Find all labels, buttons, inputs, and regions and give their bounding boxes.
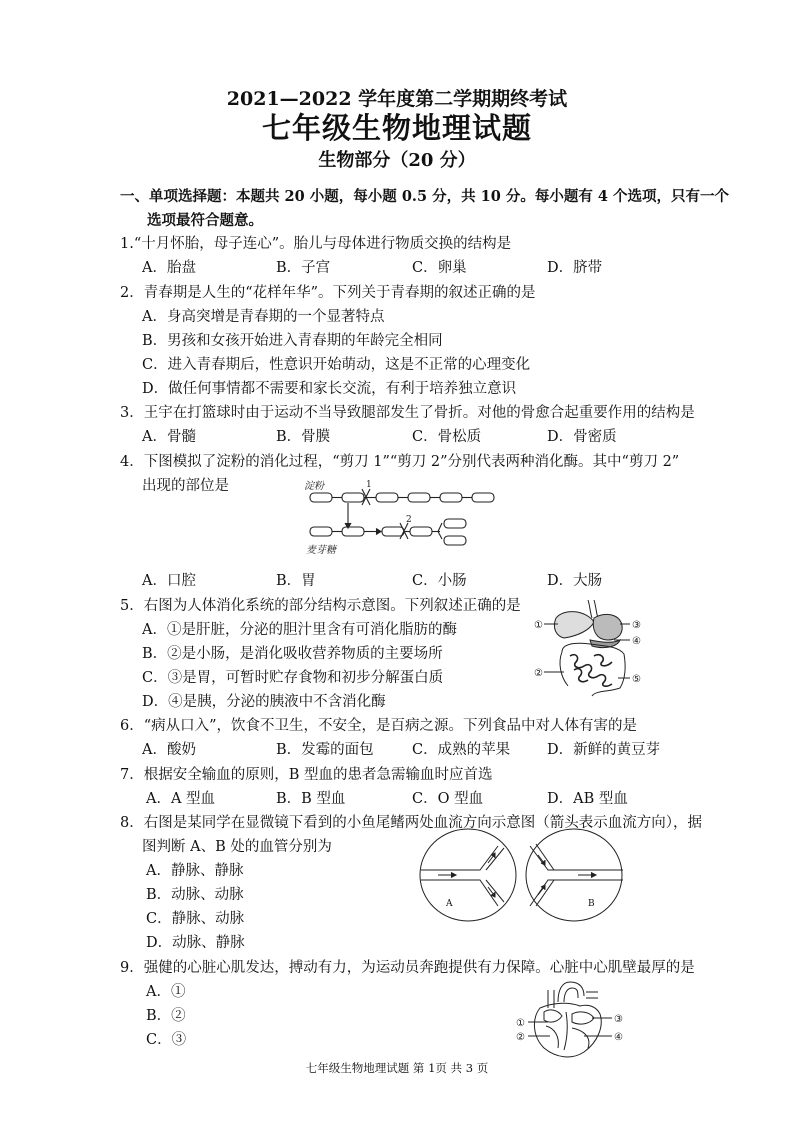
- q5-option-a: A．①是肝脏，分泌的胆汁里含有可消化脂肪的酶: [142, 622, 457, 638]
- q4-option-b: B．胃: [276, 573, 316, 589]
- q2-option-b: B．男孩和女孩开始进入青春期的年龄完全相同: [142, 333, 443, 349]
- vessel-label-b: B: [588, 899, 595, 909]
- heart-marker-1: ①: [516, 1018, 525, 1029]
- q6-option-c: C．成熟的苹果: [412, 742, 511, 758]
- q6-option-a: A．酸奶: [142, 742, 196, 758]
- q3-option-c: C．骨松质: [412, 429, 482, 445]
- starch-digestion-figure: [300, 475, 500, 557]
- blood-flow-figure: [418, 826, 626, 924]
- heart-figure: [514, 978, 640, 1062]
- section-instructions-line1: 一、单项选择题：本题共 20 小题，每小题 0.5 分，共 10 分。每小题有 4 个选项，只有一个: [120, 188, 730, 205]
- q9-stem: 9．强健的心脏心肌发达，搏动有力，为运动员奔跑提供有力保障。心脏中心肌壁最厚的是: [120, 960, 695, 976]
- pancreas-marker: ④: [632, 636, 641, 647]
- vessel-label-a: A: [446, 899, 453, 909]
- page-footer: 七年级生物地理试题 第 1页 共 3 页: [305, 1061, 489, 1075]
- q1-stem: 1.“十月怀胎，母子连心”。胎儿与母体进行物质交换的结构是: [120, 236, 512, 252]
- q3-option-b: B．骨膜: [276, 429, 331, 445]
- q7-option-b: B．B 型血: [276, 791, 346, 807]
- q4-stem-line2: 出现的部位是: [142, 478, 229, 494]
- section-instructions-line2: 选项最符合题意。: [147, 212, 263, 229]
- q7-option-d: D．AB 型血: [547, 791, 628, 807]
- heart-marker-2: ②: [516, 1032, 525, 1043]
- heart-marker-3: ③: [614, 1014, 623, 1025]
- q2-option-a: A．身高突增是青春期的一个显著特点: [142, 309, 385, 325]
- section-title: 生物部分（20 分）: [318, 150, 476, 171]
- q7-option-c: C．O 型血: [412, 791, 484, 807]
- small-intestine-marker: ②: [534, 668, 543, 679]
- q8-option-a: A．静脉、静脉: [146, 863, 244, 879]
- q4-option-a: A．口腔: [142, 573, 196, 589]
- figure-label-starch: 淀粉: [304, 481, 324, 492]
- q3-option-d: D．骨密质: [547, 429, 617, 445]
- liver-marker: ①: [534, 620, 543, 631]
- q3-option-a: A．骨髓: [142, 429, 196, 445]
- q7-option-a: A．A 型血: [146, 791, 216, 807]
- q8-option-c: C．静脉、动脉: [146, 911, 245, 927]
- q1-option-c: C．卵巢: [412, 260, 467, 276]
- q1-option-d: D．脐带: [547, 260, 603, 276]
- q9-option-b: B．②: [146, 1008, 186, 1024]
- q8-stem-line1: 8．右图是某同学在显微镜下看到的小鱼尾鳍两处血流方向示意图（箭头表示血流方向），据: [120, 815, 702, 831]
- q6-option-d: D．新鲜的黄豆芽: [547, 742, 661, 758]
- q4-stem-line1: 4．下图模拟了淀粉的消化过程，“剪刀 1”“剪刀 2”分别代表两种消化酶。其中“剪刀 2”: [120, 454, 680, 470]
- q5-option-c: C．③是胃，可暂时贮存食物和初步分解蛋白质: [142, 670, 444, 686]
- digestive-system-figure: [534, 596, 652, 706]
- heart-marker-4: ④: [614, 1032, 623, 1043]
- q5-option-b: B．②是小肠，是消化吸收营养物质的主要场所: [142, 646, 443, 662]
- large-intestine-marker: ⑤: [632, 674, 641, 685]
- q8-stem-line2: 图判断 A、B 处的血管分别为: [142, 839, 332, 855]
- scissor-2-label: 2: [406, 515, 412, 525]
- figure-label-maltose: 麦芽糖: [306, 545, 336, 556]
- q5-option-d: D．④是胰，分泌的胰液中不含消化酶: [142, 694, 386, 710]
- q1-option-b: B．子宫: [276, 260, 331, 276]
- scissor-1-label: 1: [366, 480, 372, 490]
- q8-option-b: B．动脉、动脉: [146, 887, 244, 903]
- q2-stem: 2．青春期是人生的“花样年华”。下列关于青春期的叙述正确的是: [120, 285, 536, 301]
- q8-option-d: D．动脉、静脉: [146, 935, 245, 951]
- q5-stem: 5．右图为人体消化系统的部分结构示意图。下列叙述正确的是: [120, 598, 521, 614]
- main-title: 七年级生物地理试题: [261, 111, 532, 145]
- q1-option-a: A．胎盘: [142, 260, 196, 276]
- q6-option-b: B．发霉的面包: [276, 742, 374, 758]
- q6-stem: 6．“病从口入”，饮食不卫生，不安全，是百病之源。下列食品中对人体有害的是: [120, 718, 638, 734]
- q4-option-d: D．大肠: [547, 573, 603, 589]
- stomach-marker: ③: [632, 620, 641, 631]
- q7-stem: 7．根据安全输血的原则，B 型血的患者急需输血时应首选: [120, 767, 493, 783]
- q2-option-c: C．进入青春期后，性意识开始萌动，这是不正常的心理变化: [142, 357, 531, 373]
- exam-title: 2021—2022 学年度第二学期期终考试: [226, 88, 568, 110]
- q9-option-c: C．③: [146, 1032, 187, 1048]
- q9-option-a: A．①: [146, 984, 186, 1000]
- q2-option-d: D．做任何事情都不需要和家长交流，有利于培养独立意识: [142, 381, 517, 397]
- q3-stem: 3．王宇在打篮球时由于运动不当导致腿部发生了骨折。对他的骨愈合起重要作用的结构是: [120, 405, 695, 421]
- q4-option-c: C．小肠: [412, 573, 467, 589]
